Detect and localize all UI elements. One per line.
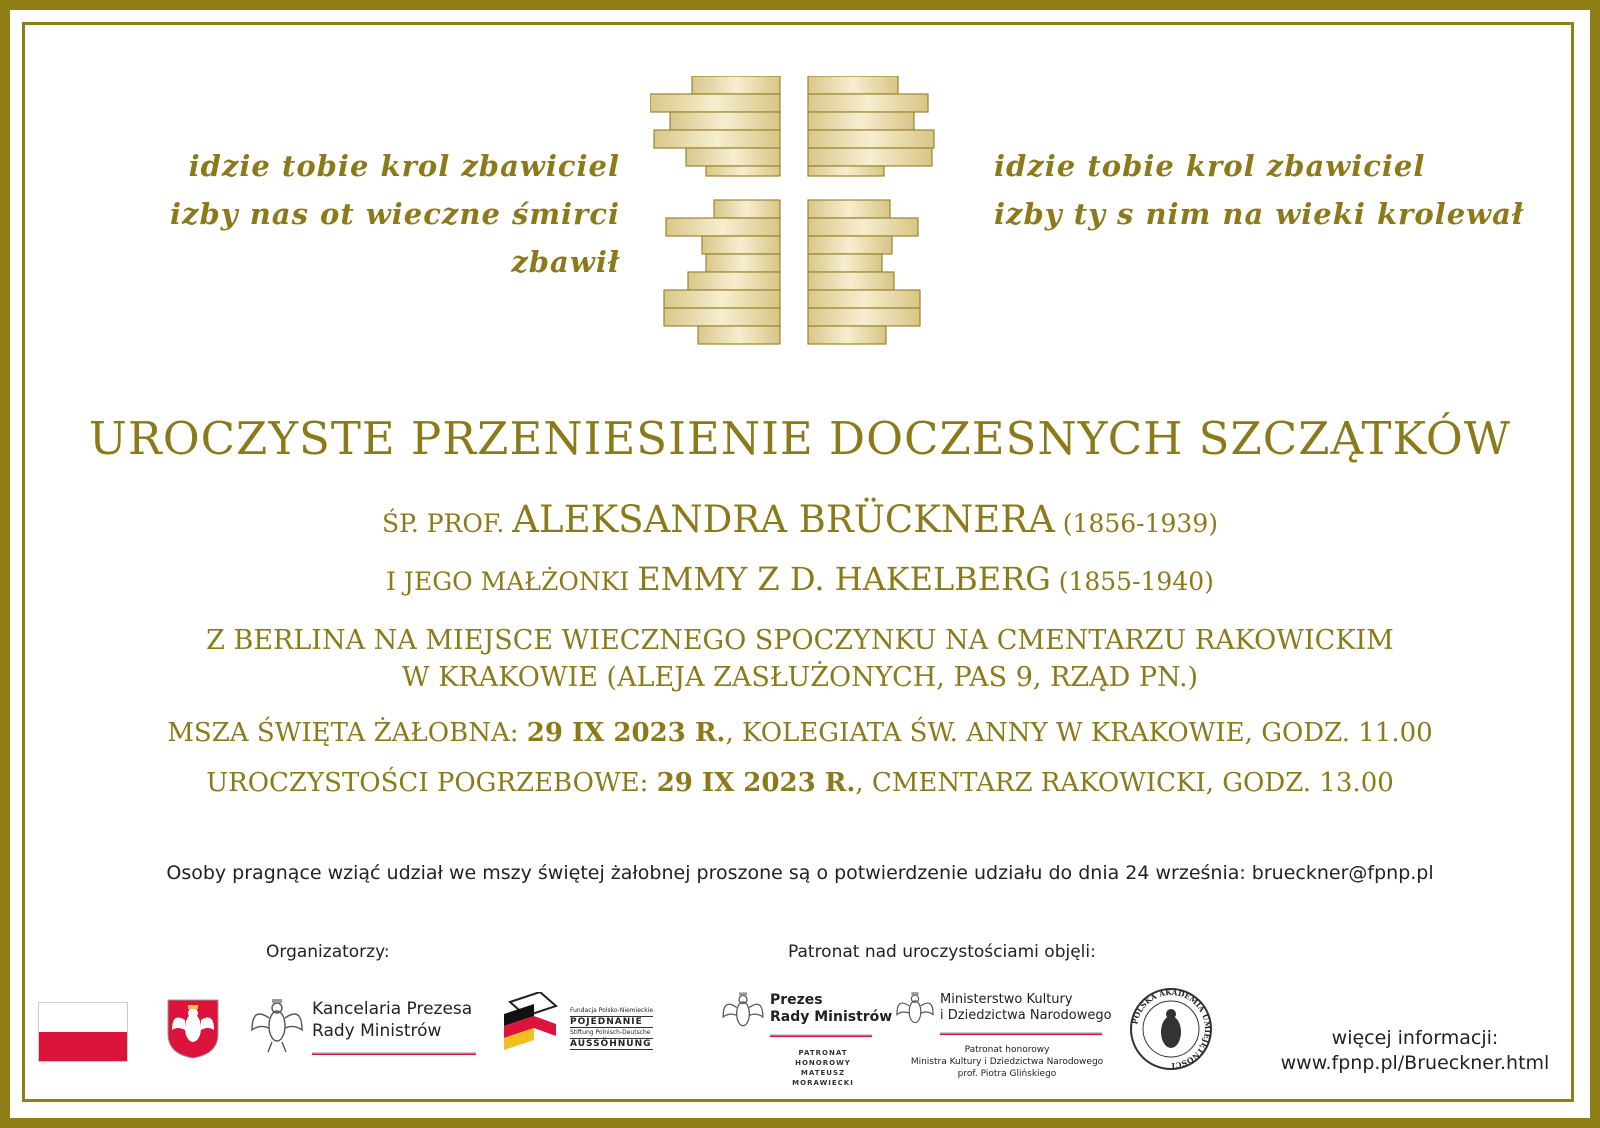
person1-line [0, 498, 1600, 541]
funeral-line [0, 768, 1600, 798]
mk-sub3: prof. Piotra Glińskiego [957, 1069, 1057, 1079]
verse-left [60, 142, 620, 286]
mass-rest: , KOLEGIATA ŚW. ANNY W KRAKOWIE, GODZ. 11.00 [725, 718, 1433, 748]
funeral-rest: , CMENTARZ RAKOWICKI, GODZ. 13.00 [855, 768, 1394, 798]
flag-white [39, 1003, 127, 1032]
coat-of-arms-icon [166, 998, 220, 1060]
mk-line1: Ministerstwo Kultury [940, 992, 1073, 1007]
verse-right-line2: izby ty s nim na wieki krolewał [994, 197, 1525, 231]
fpn-small2: Stiftung Polnisch-Deutsche [570, 1029, 651, 1036]
more-info [1270, 1026, 1560, 1076]
fpn-big2: AUSSÖHNUNG [570, 1039, 652, 1049]
kprm-line1: Kancelaria Prezesa [312, 999, 473, 1019]
mass-line [0, 718, 1600, 748]
mk-line2: i Dziedzictwa Narodowego [940, 1008, 1112, 1023]
person1-prefix: ŚP. PROF. [382, 509, 505, 538]
rsvp-note: Osoby pragnące wziąć udział we mszy świętej żałobnej proszone są o potwierdzenie udziału do dnia 24 września: brueckner@fpnp.pl [166, 862, 1434, 884]
flag-red [39, 1032, 127, 1061]
destination-line2: W KRAKOWIE (ALEJA ZASŁUŻONYCH, PAS 9, RZĄD PN.) [401, 662, 1199, 693]
mk-sub2: Ministra Kultury i Dziedzictwa Narodowego [910, 1057, 1104, 1067]
kprm-logo-text [312, 998, 472, 1042]
person2-years: (1855-1940) [1058, 567, 1214, 596]
patrons-label: Patronat nad uroczystościami objęli: [788, 942, 1096, 962]
prm-line1: Prezes [770, 992, 823, 1008]
mass-date: 29 IX 2023 R. [526, 718, 726, 748]
polish-flag [38, 1002, 128, 1062]
verse-right-line1: idzie tobie krol zbawiciel [994, 149, 1426, 183]
person1-name: ALEKSANDRA BRÜCKNERA [512, 498, 1055, 541]
funeral-date: 29 IX 2023 R. [656, 768, 856, 798]
kprm-line2: Rady Ministrów [312, 1021, 442, 1041]
kprm-flag-line [312, 1052, 476, 1055]
mass-label: MSZA ŚWIĘTA ŻAŁOBNA: [167, 718, 527, 748]
person1-years: (1856-1939) [1062, 509, 1218, 538]
funeral-label: UROCZYSTOŚCI POGRZEBOWE: [206, 768, 657, 798]
fpn-small1: Fundacja Polsko-Niemieckie [570, 1007, 654, 1014]
eagle-icon [720, 988, 766, 1038]
mk-subtitle [904, 1044, 1110, 1080]
person2-prefix: I JEGO MAŁŻONKI [386, 567, 630, 596]
prm-line2: Rady Ministrów [770, 1009, 893, 1025]
prm-sub1: PATRONAT HONOROWY [795, 1049, 851, 1067]
prm-sub2: MATEUSZ MORAWIECKI [792, 1069, 854, 1087]
fpn-big1: POJEDNANIE [570, 1016, 653, 1028]
pau-seal-text: POLSKA AKADEMIA UMIEJĘTNOŚCI [1130, 987, 1213, 1071]
mk-sub1: Patronat honorowy [964, 1045, 1050, 1055]
prm-flag-line [770, 1034, 872, 1037]
mk-logo-text [940, 992, 1112, 1024]
more-info-link[interactable]: www.fpnp.pl/Brueckner.html [1280, 1052, 1550, 1074]
person2-name: EMMY Z D. HAKELBERG [637, 560, 1051, 598]
prm-subtitle [770, 1048, 876, 1088]
destination [0, 622, 1600, 696]
cross-emblem [650, 76, 950, 362]
mk-flag-line [940, 1032, 1102, 1035]
organizers-label: Organizatorzy: [266, 942, 390, 962]
fpn-logo-icon [500, 992, 558, 1054]
eagle-icon [248, 994, 306, 1056]
page-title: UROCZYSTE PRZENIESIENIE DOCZESNYCH SZCZĄTKÓW [88, 412, 1512, 465]
destination-line1: Z BERLINA NA MIEJSCE WIECZNEGO SPOCZYNKU NA CMENTARZU RAKOWICKIM [206, 625, 1394, 656]
more-info-label: więcej informacji: [1331, 1027, 1499, 1049]
verse-left-line1: idzie tobie krol zbawiciel [188, 149, 620, 183]
prm-logo-text [770, 992, 892, 1026]
verse-right [994, 142, 1554, 238]
fpn-logo-text [570, 1006, 653, 1050]
pau-seal-icon [1128, 986, 1214, 1072]
person2-line [0, 560, 1600, 598]
verse-left-line2: izby nas ot wieczne śmirci zbawił [169, 197, 620, 279]
eagle-icon [894, 988, 936, 1034]
